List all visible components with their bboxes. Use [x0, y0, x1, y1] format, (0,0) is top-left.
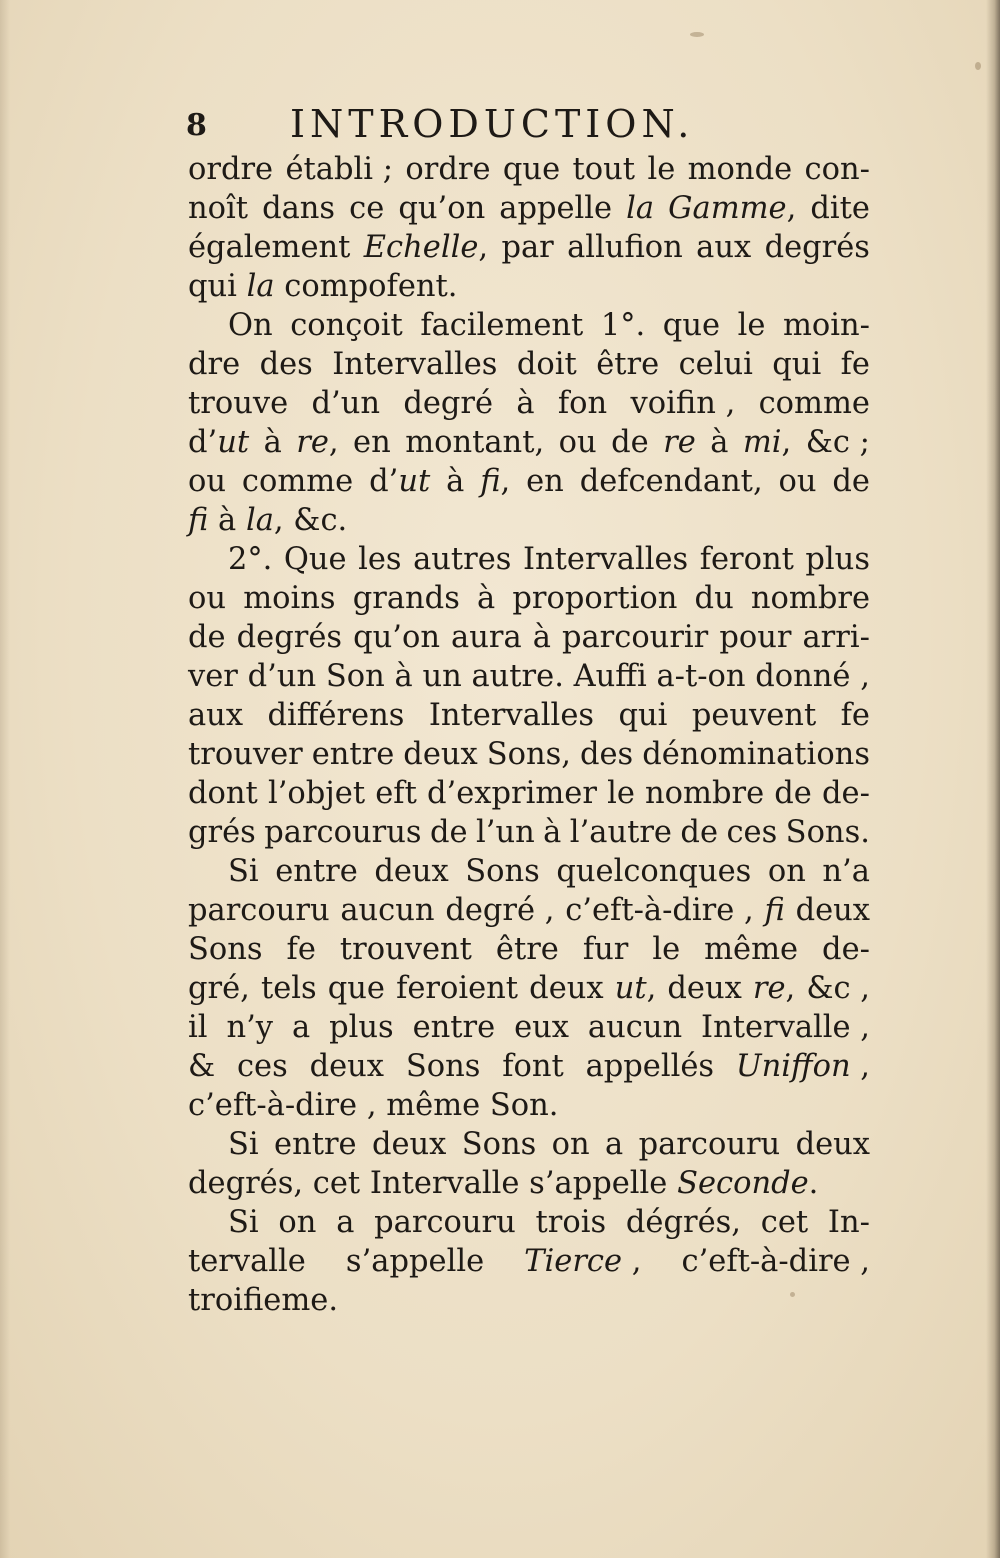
text-line: dont l’objet eft d’exprimer le nombre de de- [188, 776, 870, 811]
text-line: noît dans ce qu’on appelle la Gamme, dite [188, 191, 870, 226]
text-line: d’ut à re, en montant, ou de re à mi, &c ; [188, 425, 870, 460]
page-header [186, 100, 876, 150]
text-line: ver d’un Son à un autre. Auffi a-t-on donné , [188, 659, 870, 694]
text-line: Si entre deux Sons quelconques on n’a [228, 854, 870, 889]
text-line: degrés, cet Intervalle s’appelle Seconde. [188, 1166, 819, 1201]
text-line: & ces deux Sons font appellés Uniffon , [188, 1049, 870, 1084]
text-line: fi à la, &c. [188, 503, 348, 538]
text-line: Si on a parcouru trois dégrés, cet In- [228, 1205, 870, 1240]
page-left-edge [0, 0, 10, 1558]
body-text [188, 150, 870, 1320]
text-line: trouver entre deux Sons, des dénominations [188, 737, 870, 772]
page-binding-shadow [986, 0, 1000, 1558]
text-line: ou moins grands à proportion du nombre [188, 581, 870, 616]
text-line: également Echelle, par allufion aux degrés [188, 230, 870, 265]
text-line: c’eft-à-dire , même Son. [188, 1088, 559, 1123]
text-line: aux différens Intervalles qui peuvent fe [188, 698, 870, 733]
text-line: ordre établi ; ordre que tout le monde con- [188, 152, 870, 187]
text-line: On conçoit facilement 1°. que le moin- [228, 308, 870, 343]
ink-speck [975, 62, 981, 70]
text-line: 2°. Que les autres Intervalles feront plus [228, 542, 870, 577]
text-line: il n’y a plus entre eux aucun Intervalle , [188, 1010, 870, 1045]
text-line: qui la compofent. [188, 269, 458, 304]
page-number: 8 [186, 108, 207, 143]
text-line: Sons fe trouvent être fur le même de- [188, 932, 870, 967]
ink-speck [690, 32, 704, 37]
text-line: tervalle s’appelle Tierce , c’eft-à-dire , [188, 1244, 870, 1279]
text-line: de degrés qu’on aura à parcourir pour arri- [188, 620, 870, 655]
text-line: grés parcourus de l’un à l’autre de ces Sons. [188, 815, 870, 850]
text-line: ou comme d’ut à fi, en defcendant, ou de [188, 464, 870, 499]
text-line: dre des Intervalles doit être celui qui fe [188, 347, 870, 382]
running-head: INTRODUCTION. [290, 102, 695, 146]
text-line: Si entre deux Sons on a parcouru deux [228, 1127, 870, 1162]
text-line: gré, tels que feroient deux ut, deux re, &c , [188, 971, 870, 1006]
text-line: trouve d’un degré à fon voifin , comme [188, 386, 870, 421]
text-line: troifieme. [188, 1283, 339, 1318]
text-line: parcouru aucun degré , c’eft-à-dire , fi deux [188, 893, 870, 928]
